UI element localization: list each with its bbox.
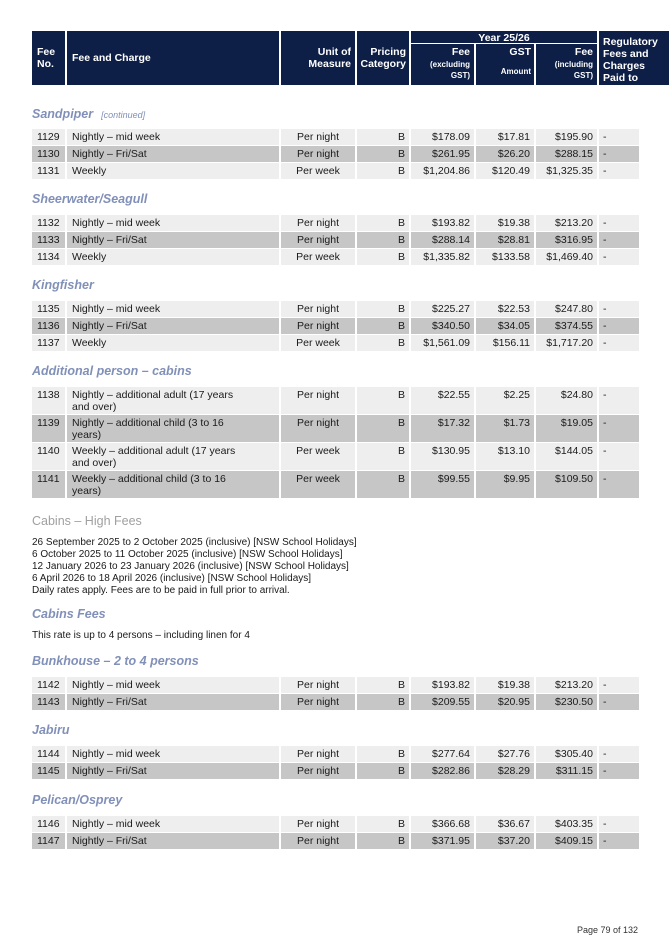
cell-fee-incl: $403.35 <box>536 816 597 832</box>
cell-unit: Per night <box>281 146 355 162</box>
section-title-sandpiper: Sandpiper [continued] <box>32 107 146 121</box>
cell-unit: Per night <box>281 763 355 779</box>
cell-fee-incl: $374.55 <box>536 318 597 334</box>
cell-fee-name: Nightly – additional child (3 to 16 years) <box>67 415 279 442</box>
cell-fee-name: Weekly <box>67 249 279 265</box>
cell-fee-no: 1134 <box>32 249 65 265</box>
cell-fee-incl: $409.15 <box>536 833 597 849</box>
cell-category: B <box>357 443 409 470</box>
table-row <box>32 694 639 710</box>
header-fee-incl: Fee (including GST) <box>536 44 597 85</box>
cell-gst: $19.38 <box>476 677 534 693</box>
cell-regulatory: - <box>599 301 639 317</box>
cell-regulatory: - <box>599 833 639 849</box>
cell-category: B <box>357 763 409 779</box>
cell-category: B <box>357 677 409 693</box>
header-fee-excl: Fee (excluding GST) <box>411 44 474 85</box>
table-row <box>32 146 639 162</box>
section-title-pelican: Pelican/Osprey <box>32 793 123 807</box>
cell-fee-name: Weekly – additional adult (17 years and over) <box>67 443 279 470</box>
cell-category: B <box>357 232 409 248</box>
cell-fee-name: Nightly – Fri/Sat <box>67 763 279 779</box>
cell-gst: $27.76 <box>476 746 534 762</box>
cell-gst: $19.38 <box>476 215 534 231</box>
table-row <box>32 746 639 762</box>
cell-gst: $156.11 <box>476 335 534 351</box>
cell-category: B <box>357 318 409 334</box>
table-row <box>32 415 639 442</box>
cell-category: B <box>357 249 409 265</box>
cell-regulatory: - <box>599 215 639 231</box>
cell-fee-no: 1144 <box>32 746 65 762</box>
section-title-kingfisher: Kingfisher <box>32 278 94 292</box>
cell-unit: Per week <box>281 443 355 470</box>
cell-fee-no: 1133 <box>32 232 65 248</box>
cell-fee-excl: $1,561.09 <box>411 335 474 351</box>
cell-fee-incl: $1,469.40 <box>536 249 597 265</box>
cell-fee-name: Nightly – mid week <box>67 746 279 762</box>
table-row <box>32 387 639 414</box>
cell-fee-no: 1138 <box>32 387 65 414</box>
cell-fee-excl: $1,204.86 <box>411 163 474 179</box>
section-title-sheerwater: Sheerwater/Seagull <box>32 192 148 206</box>
table-row <box>32 129 639 145</box>
cell-gst: $28.29 <box>476 763 534 779</box>
cell-fee-incl: $144.05 <box>536 443 597 470</box>
cell-gst: $2.25 <box>476 387 534 414</box>
cell-unit: Per night <box>281 415 355 442</box>
table-row <box>32 833 639 849</box>
cell-unit: Per night <box>281 694 355 710</box>
header-unit-of-measure: Unit of Measure <box>281 31 355 85</box>
cell-fee-no: 1147 <box>32 833 65 849</box>
cell-regulatory: - <box>599 746 639 762</box>
header-regulatory: Regulatory Fees and Charges Paid to <box>599 31 669 85</box>
page-number: Page 79 of 132 <box>576 925 638 935</box>
cell-regulatory: - <box>599 146 639 162</box>
table-row <box>32 335 639 351</box>
cell-unit: Per night <box>281 318 355 334</box>
table-row <box>32 443 639 470</box>
cell-fee-name: Nightly – mid week <box>67 677 279 693</box>
high-fees-text: 26 September 2025 to 2 October 2025 (inclusive) [NSW School Holidays] 6 October 2025 to 11 October 2025 (inclusive) [NSW School Holidays] 12 January 2026 to 23 January 2026 (inclusive) [NSW School Holidays] 6 April 2026 to 18 April 2026 (inclusive) [NSW School Holidays] Daily rates apply. Fees are to be paid in full prior to arrival. <box>32 537 357 596</box>
cell-fee-excl: $288.14 <box>411 232 474 248</box>
cell-fee-name: Weekly <box>67 335 279 351</box>
table-row <box>32 677 639 693</box>
table-header <box>32 31 658 85</box>
cell-fee-name: Nightly – additional adult (17 years and over) <box>67 387 279 414</box>
cell-gst: $9.95 <box>476 471 534 498</box>
table-row <box>32 763 639 779</box>
cell-category: B <box>357 833 409 849</box>
section-title-bunkhouse: Bunkhouse – 2 to 4 persons <box>32 654 199 668</box>
cell-fee-excl: $193.82 <box>411 215 474 231</box>
cell-fee-excl: $371.95 <box>411 833 474 849</box>
cell-category: B <box>357 694 409 710</box>
cell-regulatory: - <box>599 816 639 832</box>
cell-fee-no: 1136 <box>32 318 65 334</box>
cell-category: B <box>357 816 409 832</box>
table-row <box>32 249 639 265</box>
cell-gst: $133.58 <box>476 249 534 265</box>
cell-fee-incl: $288.15 <box>536 146 597 162</box>
cell-gst: $28.81 <box>476 232 534 248</box>
cell-fee-excl: $22.55 <box>411 387 474 414</box>
cell-fee-incl: $213.20 <box>536 215 597 231</box>
cell-fee-excl: $340.50 <box>411 318 474 334</box>
cell-fee-incl: $316.95 <box>536 232 597 248</box>
cell-fee-name: Nightly – Fri/Sat <box>67 146 279 162</box>
table-row <box>32 816 639 832</box>
cell-fee-name: Nightly – mid week <box>67 215 279 231</box>
cell-fee-no: 1129 <box>32 129 65 145</box>
table-row <box>32 232 639 248</box>
cell-fee-excl: $282.86 <box>411 763 474 779</box>
cell-unit: Per week <box>281 471 355 498</box>
cell-category: B <box>357 387 409 414</box>
cell-fee-no: 1131 <box>32 163 65 179</box>
cell-fee-excl: $1,335.82 <box>411 249 474 265</box>
cell-category: B <box>357 335 409 351</box>
cell-regulatory: - <box>599 163 639 179</box>
cell-fee-name: Nightly – Fri/Sat <box>67 694 279 710</box>
cell-unit: Per night <box>281 816 355 832</box>
section-title-jabiru: Jabiru <box>32 723 70 737</box>
cell-category: B <box>357 163 409 179</box>
cell-fee-excl: $261.95 <box>411 146 474 162</box>
section-title-high-fees: Cabins – High Fees <box>32 514 142 528</box>
table-row <box>32 301 639 317</box>
cell-fee-incl: $24.80 <box>536 387 597 414</box>
cell-regulatory: - <box>599 443 639 470</box>
cell-gst: $1.73 <box>476 415 534 442</box>
cell-gst: $37.20 <box>476 833 534 849</box>
cell-fee-name: Nightly – Fri/Sat <box>67 318 279 334</box>
cell-gst: $36.67 <box>476 816 534 832</box>
header-year: Year 25/26 <box>411 31 597 43</box>
cell-unit: Per night <box>281 746 355 762</box>
cell-fee-no: 1143 <box>32 694 65 710</box>
cell-gst: $26.20 <box>476 146 534 162</box>
cell-fee-no: 1142 <box>32 677 65 693</box>
cell-regulatory: - <box>599 471 639 498</box>
cell-unit: Per night <box>281 833 355 849</box>
cell-regulatory: - <box>599 335 639 351</box>
table-row <box>32 318 639 334</box>
cell-category: B <box>357 746 409 762</box>
cell-unit: Per night <box>281 129 355 145</box>
cell-unit: Per night <box>281 387 355 414</box>
cell-gst: $22.53 <box>476 301 534 317</box>
cell-category: B <box>357 301 409 317</box>
cell-fee-excl: $130.95 <box>411 443 474 470</box>
section-title-additional: Additional person – cabins <box>32 364 192 378</box>
cell-unit: Per night <box>281 301 355 317</box>
section-title-cabins-fees: Cabins Fees <box>32 607 106 621</box>
cabins-fees-text: This rate is up to 4 persons – including linen for 4 <box>32 630 250 641</box>
cell-fee-excl: $193.82 <box>411 677 474 693</box>
cell-fee-incl: $1,325.35 <box>536 163 597 179</box>
table-row <box>32 163 639 179</box>
cell-category: B <box>357 215 409 231</box>
cell-fee-name: Weekly – additional child (3 to 16 years) <box>67 471 279 498</box>
cell-category: B <box>357 471 409 498</box>
header-fee-no: Fee No. <box>32 31 65 85</box>
cell-fee-no: 1140 <box>32 443 65 470</box>
cell-regulatory: - <box>599 387 639 414</box>
cell-fee-excl: $178.09 <box>411 129 474 145</box>
cell-unit: Per night <box>281 215 355 231</box>
cell-fee-no: 1141 <box>32 471 65 498</box>
cell-regulatory: - <box>599 415 639 442</box>
cell-fee-name: Nightly – Fri/Sat <box>67 232 279 248</box>
cell-category: B <box>357 129 409 145</box>
cell-fee-excl: $17.32 <box>411 415 474 442</box>
cell-fee-no: 1132 <box>32 215 65 231</box>
cell-regulatory: - <box>599 318 639 334</box>
cell-fee-incl: $109.50 <box>536 471 597 498</box>
cell-fee-no: 1130 <box>32 146 65 162</box>
cell-unit: Per week <box>281 163 355 179</box>
cell-fee-no: 1146 <box>32 816 65 832</box>
cell-unit: Per week <box>281 335 355 351</box>
cell-gst: $34.05 <box>476 318 534 334</box>
cell-fee-incl: $195.90 <box>536 129 597 145</box>
cell-gst: $17.81 <box>476 129 534 145</box>
cell-category: B <box>357 415 409 442</box>
cell-fee-excl: $277.64 <box>411 746 474 762</box>
cell-fee-incl: $311.15 <box>536 763 597 779</box>
cell-fee-no: 1145 <box>32 763 65 779</box>
cell-category: B <box>357 146 409 162</box>
cell-gst: $13.10 <box>476 443 534 470</box>
cell-regulatory: - <box>599 129 639 145</box>
header-fee-and-charge: Fee and Charge <box>67 31 279 85</box>
cell-fee-no: 1135 <box>32 301 65 317</box>
cell-fee-incl: $19.05 <box>536 415 597 442</box>
cell-fee-incl: $230.50 <box>536 694 597 710</box>
cell-fee-excl: $209.55 <box>411 694 474 710</box>
cell-fee-excl: $99.55 <box>411 471 474 498</box>
header-gst: GST Amount <box>476 44 534 85</box>
cell-fee-name: Nightly – mid week <box>67 816 279 832</box>
table-row <box>32 471 639 498</box>
cell-fee-name: Nightly – mid week <box>67 301 279 317</box>
cell-regulatory: - <box>599 763 639 779</box>
table-row <box>32 215 639 231</box>
cell-fee-excl: $225.27 <box>411 301 474 317</box>
cell-fee-incl: $305.40 <box>536 746 597 762</box>
header-pricing-category: Pricing Category <box>357 31 409 85</box>
cell-fee-incl: $1,717.20 <box>536 335 597 351</box>
cell-regulatory: - <box>599 694 639 710</box>
cell-fee-name: Nightly – mid week <box>67 129 279 145</box>
cell-fee-no: 1139 <box>32 415 65 442</box>
cell-fee-name: Weekly <box>67 163 279 179</box>
cell-unit: Per week <box>281 249 355 265</box>
cell-regulatory: - <box>599 249 639 265</box>
cell-regulatory: - <box>599 677 639 693</box>
cell-fee-incl: $213.20 <box>536 677 597 693</box>
cell-unit: Per night <box>281 232 355 248</box>
cell-regulatory: - <box>599 232 639 248</box>
cell-gst: $120.49 <box>476 163 534 179</box>
cell-gst: $20.95 <box>476 694 534 710</box>
cell-fee-excl: $366.68 <box>411 816 474 832</box>
cell-fee-incl: $247.80 <box>536 301 597 317</box>
cell-fee-no: 1137 <box>32 335 65 351</box>
cell-unit: Per night <box>281 677 355 693</box>
cell-fee-name: Nightly – Fri/Sat <box>67 833 279 849</box>
